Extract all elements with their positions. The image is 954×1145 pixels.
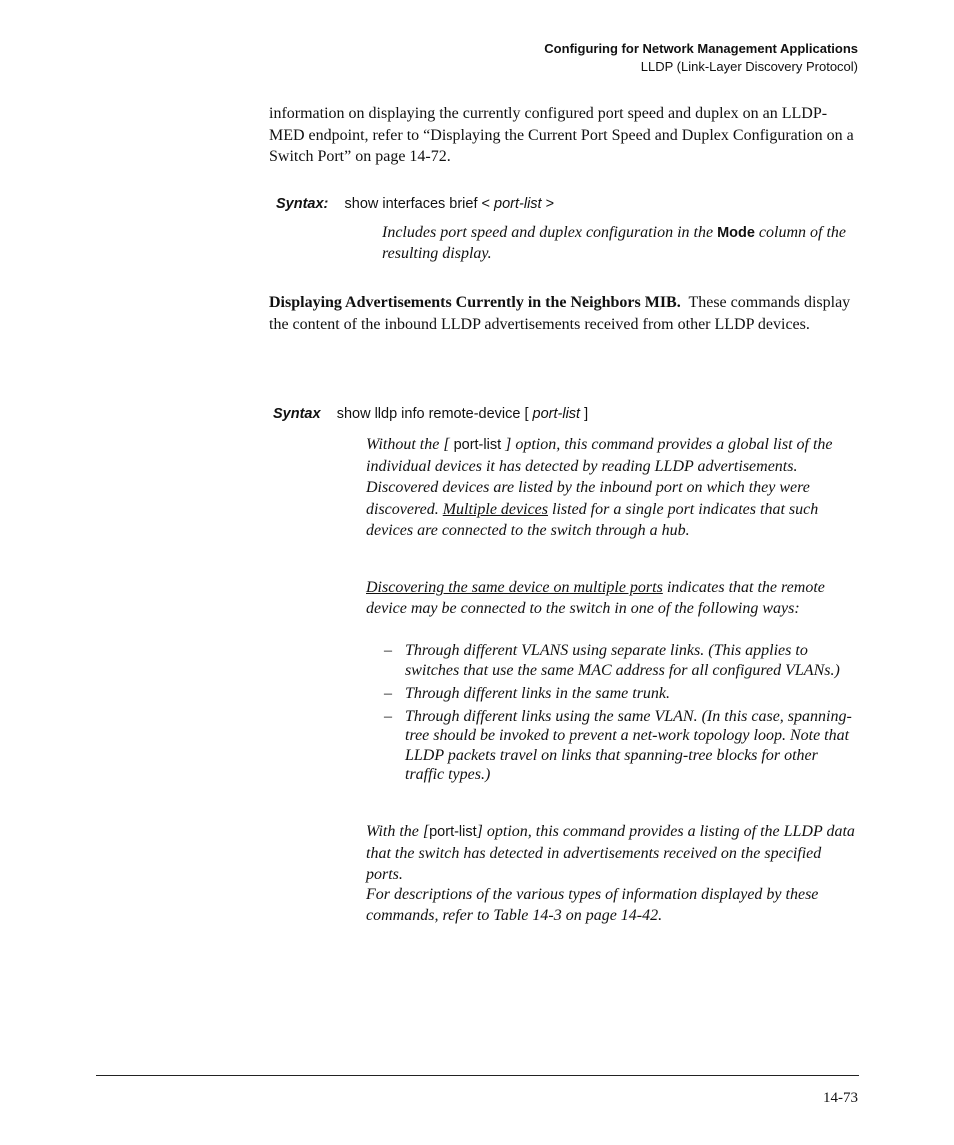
underlined-text: Multiple devices (442, 500, 549, 518)
text-run: listed for a single port indicates that such devices are connected to the switch through a hub. (366, 500, 819, 539)
page-number: 14-73 (823, 1090, 858, 1106)
command-suffix: ] (580, 406, 589, 422)
dash-marker: – (384, 642, 392, 659)
text-run: Without the [ (366, 436, 454, 453)
description-text: Includes port speed and duplex configuration in the (382, 224, 718, 241)
text-run: ] option, this command provides a listing of the LLDP data that the switch has detected in advertisements received on the specified ports. (366, 823, 855, 884)
mode-keyword: Mode (717, 225, 755, 241)
description-paragraph-multiple-ports (366, 577, 858, 619)
command-text: show interfaces brief < (344, 196, 495, 212)
description-paragraph-without-portlist (366, 434, 858, 541)
list-item-text: Through different links in the same trunk. (405, 684, 671, 702)
command-text: show lldp info remote-device [ (336, 406, 533, 422)
param-port-list: port-list (453, 437, 502, 453)
syntax-show-lldp-remote (273, 406, 588, 422)
syntax-show-interfaces-description (382, 223, 852, 264)
running-header-chapter: Configuring for Network Management Applications (544, 41, 858, 56)
description-paragraph-with-portlist (366, 821, 858, 886)
command-param: port-list (532, 406, 581, 422)
footer-rule (96, 1075, 859, 1076)
running-header-section: LLDP (Link-Layer Discovery Protocol) (640, 59, 858, 74)
list-item-text: Through different VLANS using separate links. (This applies to switches that use the same MAC address for all configured VLANs.) (405, 642, 840, 679)
text-run: ] option, this command provides a global list of the individual devices it has detected by reading LLDP advertisements. Discovered devices are listed by the inbound port on which they were discovered. (366, 436, 833, 518)
list-item (384, 641, 858, 680)
connection-ways-list (384, 641, 858, 788)
description-paragraph-reference: For descriptions of the various types of information displayed by these commands, refer to Table 14-3 on page 14-42. (366, 886, 819, 925)
text-run: indicates that the remote device may be connected to the switch in one of the following ways: (366, 579, 825, 618)
list-item-text: Through different links using the same VLAN. (In this case, spanning-tree should be invoked to prevent a net-work topology loop. Note that LLDP packets travel on links that spanning-tree blocks for other traffic types.) (405, 707, 852, 783)
command-suffix: > (541, 196, 555, 212)
list-item (384, 684, 858, 704)
underlined-text: Discovering the same device on multiple ports (366, 579, 663, 596)
section-text: These commands display the content of the inbound LLDP advertisements received from other LLDP devices. (269, 294, 851, 333)
dash-marker: – (384, 684, 392, 702)
neighbors-mib-paragraph (269, 292, 859, 335)
section-run-in-heading: Displaying Advertisements Currently in the Neighbors MIB. (269, 294, 681, 311)
list-item (384, 707, 858, 785)
syntax-label: Syntax (273, 406, 321, 422)
description-text-end: column of the resulting display. (382, 224, 847, 262)
syntax-label: Syntax: (276, 196, 329, 212)
intro-paragraph: information on displaying the currently configured port speed and duplex on an LLDP-MED endpoint, refer to “Displaying the Current Port Speed and Duplex Configuration on a Switch Port” on page 14-72. (269, 105, 854, 165)
text-run: With the [ (366, 823, 430, 840)
command-param: port-list (494, 196, 542, 212)
syntax-show-interfaces (276, 196, 554, 212)
param-port-list: port-list (429, 824, 477, 840)
dash-marker: – (384, 707, 392, 725)
